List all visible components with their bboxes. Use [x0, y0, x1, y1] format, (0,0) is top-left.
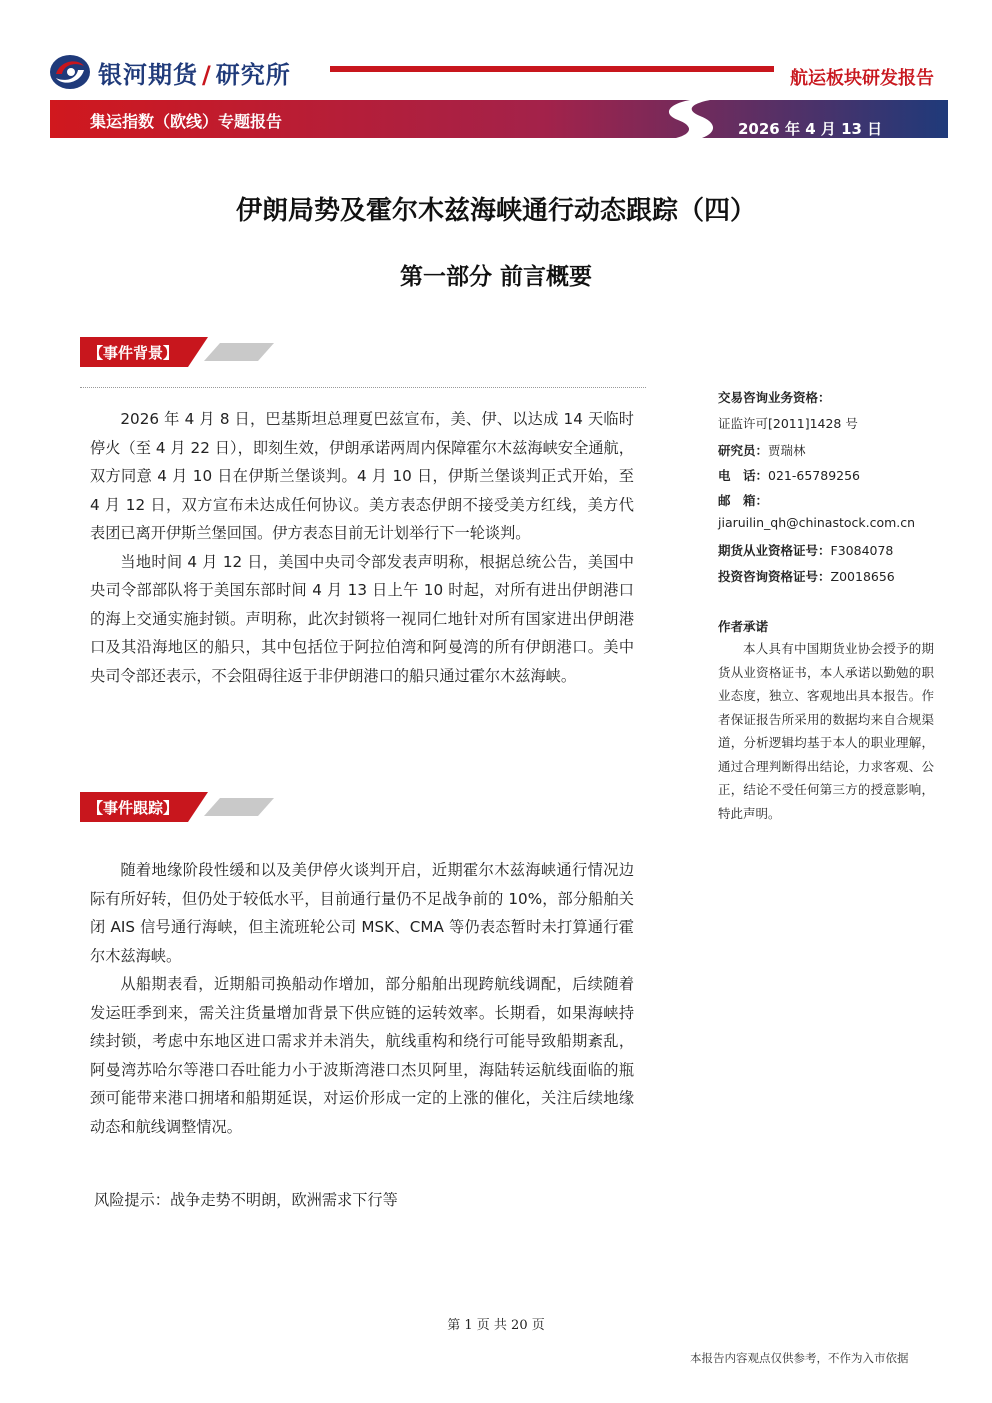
brand-name: 银河期货 / 研究所	[98, 60, 291, 89]
footer-disclaimer: 本报告内容观点仅供参考，不作为入市依据	[690, 1351, 909, 1365]
report-date: 2026 年 4 月 13 日	[738, 120, 883, 138]
section-label-tracking: 【事件跟踪】	[80, 792, 280, 822]
email-label: 邮 箱：	[718, 493, 769, 508]
commitment-text	[718, 637, 934, 825]
header-red-bar	[330, 66, 774, 72]
page-subtitle: 第一部分 前言概要	[399, 264, 592, 290]
researcher-label: 研究员：	[718, 443, 769, 458]
futures-cert-value: F3084078	[830, 543, 894, 558]
report-type: 集运指数（欧线）专题报告	[90, 112, 283, 131]
section-divider	[80, 387, 646, 388]
qualification-value: 证监许可[2011]1428 号	[718, 416, 858, 431]
qualification-label: 交易咨询业务资格：	[718, 390, 831, 405]
paragraph: 当地时间 4 月 12 日，美国中央司令部发表声明称，根据总统公告，美国中央司令部部队将于美国东部时间 4 月 13 日上午 10 时起，对所有进出伊朗港口的海上交通实施封锁。声明称，此次封锁将一视同仁地针对所有国家进出伊朗港口及其沿海地区的船只，其中包括位于阿拉伯湾和阿曼湾的所有伊朗港口。美中央司令部还表示，不会阻碍往返于非伊朗港口的船只通过霍尔木兹海峡。	[90, 552, 634, 685]
tracking-text	[90, 856, 634, 1141]
section-tag: 航运板块研发报告	[790, 68, 934, 89]
commitment-paragraph: 本人具有中国期货业协会授予的期货从业资格证书，本人承诺以勤勉的职业态度，独立、客观地出具本报告。作者保证报告所采用的数据均来自合规渠道，分析逻辑均基于本人的职业理解，通过合理判断得出结论，力求客观、公正，结论不受任何第三方的授意影响，特此声明。	[718, 641, 934, 821]
invest-cert-label: 投资咨询资格证号：	[718, 569, 831, 584]
paragraph: 2026 年 4 月 8 日，巴基斯坦总理夏巴兹宣布，美、伊、以达成 14 天临时停火（至 4 月 22 日），即刻生效，伊朗承诺两周内保障霍尔木兹海峡安全通航，双方同意 4 月 10 日在伊斯兰堡谈判。4 月 10 日，伊斯兰堡谈判正式开始，至 4 月 12 日，双方宣布未达成任何协议。美方表态伊朗不接受美方红线，美方代表团已离开伊斯兰堡回国。伊方表态目前无计划举行下一轮谈判。	[90, 410, 634, 542]
galaxy-logo-icon	[48, 52, 92, 92]
background-text	[90, 405, 634, 690]
paragraph: 随着地缘阶段性缓和以及美伊停火谈判开启，近期霍尔木兹海峡通行情况边际有所好转，但仍处于较低水平，目前通行量仍不足战争前的 10%，部分船舶关闭 AIS 信号通行海峡，但主流班轮公司 MSK、CMA 等仍表态暂时未打算通行霍尔木兹海峡。	[90, 861, 634, 965]
page-title: 伊朗局势及霍尔木兹海峡通行动态跟踪（四）	[235, 196, 756, 226]
page-number: 第 1 页 共 20 页	[447, 1318, 545, 1333]
risk-notice: 风险提示：战争走势不明朗，欧洲需求下行等	[94, 1191, 398, 1209]
paragraph: 从船期表看，近期船司换船动作增加，部分船舶出现跨航线调配，后续随着发运旺季到来，需关注货量增加背景下供应链的运转效率。长期看，如果海峡持续封锁，考虑中东地区进口需求并未消失，航线重构和绕行可能导致船期紊乱，阿曼湾苏哈尔等港口吞吐能力小于波斯湾港口杰贝阿里，海陆转运航线面临的瓶颈可能带来港口拥堵和船期延误，对运价形成一定的上涨的催化，关注后续地缘动态和航线调整情况。	[90, 975, 634, 1136]
commitment-title: 作者承诺	[718, 619, 769, 634]
email-value[interactable]: jiaruilin_qh@chinastock.com.cn	[718, 515, 916, 530]
brand-logo	[48, 50, 348, 94]
phone-label: 电 话：	[718, 468, 769, 483]
invest-cert-value: Z0018656	[830, 569, 895, 584]
phone-value: 021-65789256	[768, 468, 861, 483]
section-label-background: 【事件背景】	[80, 337, 280, 367]
researcher-name: 贾瑞林	[768, 443, 806, 458]
futures-cert-label: 期货从业资格证号：	[718, 543, 831, 558]
